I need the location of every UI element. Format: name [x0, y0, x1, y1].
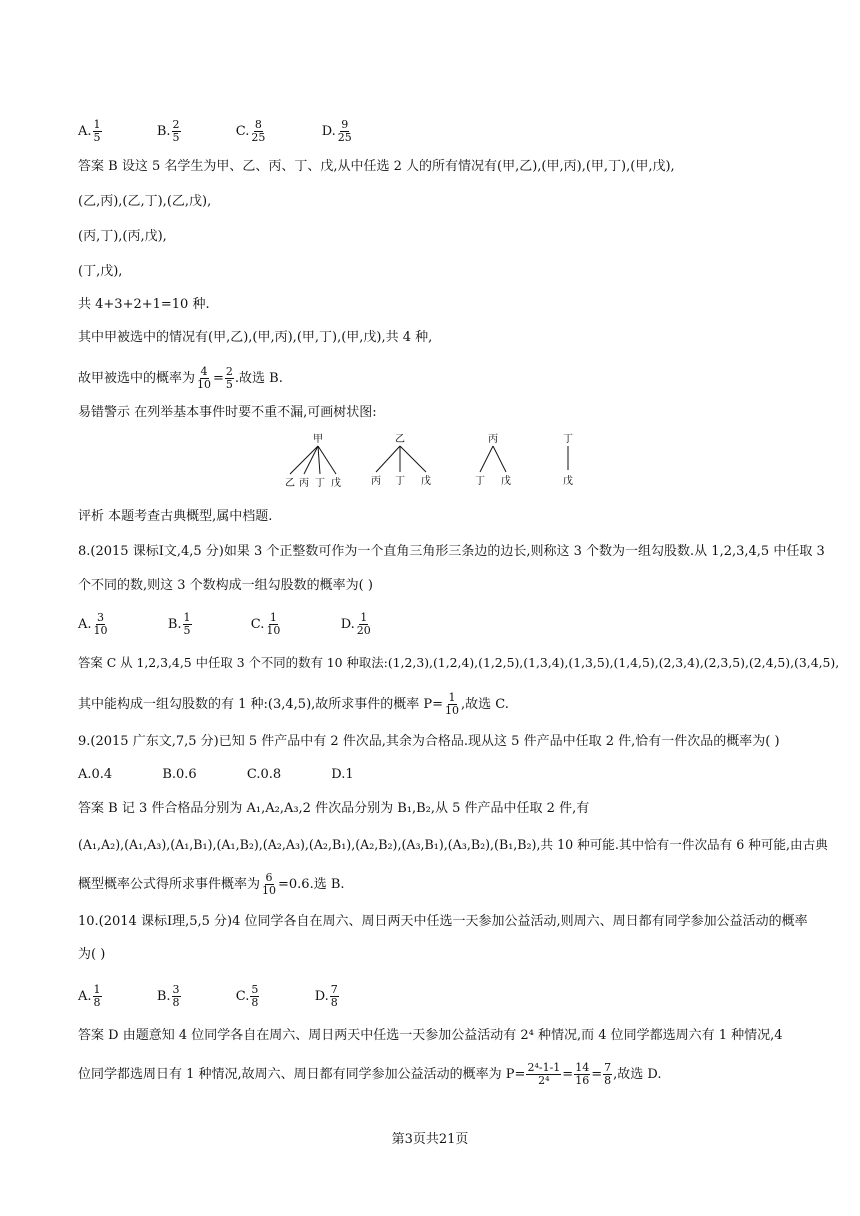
q10-stem-2: 为( ) — [78, 947, 106, 962]
q9-answer-line-1: 答案 B 记 3 件合格品分别为 A₁,A₂,A₃,2 件次品分别为 B₁,B₂,从 5 件产品中任取 2 件,有 — [78, 801, 590, 816]
tree-leaf: 丙 — [299, 478, 309, 489]
q7-option-a: A. $\frac{1}{5}$ — [78, 118, 101, 144]
tree-root: 丁 — [563, 434, 573, 445]
q7-answer-line-5: 共 4+3+2+1=10 种. — [78, 297, 210, 312]
tree-leaf: 丁 — [475, 476, 485, 487]
tree-leaf: 戊 — [421, 476, 431, 487]
q7-options — [78, 119, 354, 144]
q9-option-a: A.0.4 — [78, 767, 113, 782]
tree-root: 乙 — [395, 434, 405, 445]
tree-root: 丙 — [488, 434, 498, 445]
tree-bing — [480, 446, 506, 472]
tree-jia — [290, 446, 336, 474]
tree-leaf: 丁 — [315, 478, 325, 489]
q8-answer-line-1: 答案 C 从 1,2,3,4,5 中任取 3 个不同的数有 10 种取法:(1,2,3),(1,2,4),(1,2,5),(1,3,4),(1,3,5),(1,4,5),(2,3,4),(2,3,5),(2,4,5),(3,4,5), — [78, 655, 840, 670]
q10-options — [78, 984, 340, 1009]
q9-stem: 9.(2015 广东文,7,5 分)已知 5 件产品中有 2 件次品,其余为合格品.现从这 5 件产品中任取 2 件,恰有一件次品的概率为( ) — [78, 734, 780, 749]
q9-option-d: D.1 — [331, 767, 354, 782]
q7-warning: 易错警示 在列举基本事件时要不重不漏,可画树状图: — [78, 405, 377, 420]
tree-leaf: 戊 — [501, 476, 511, 487]
q8-option-b: B. $\frac{1}{5}$ — [167, 611, 191, 637]
tree-leaf: 戊 — [331, 478, 341, 489]
page-footer: 第3页共21页 — [391, 1132, 469, 1147]
q9-option-b: B.0.6 — [162, 767, 197, 782]
q9-answer-line-3: 概型概率公式得所求事件概率为 $\frac{6}{10}$ =0.6.选 B. — [78, 871, 345, 897]
q8-option-d: D. $\frac{1}{20}$ — [340, 611, 371, 637]
q10-option-a: A. $\frac{1}{8}$ — [78, 983, 101, 1009]
q9-option-c: C.0.8 — [246, 767, 282, 782]
q10-answer-line-2: 位同学都选周日有 1 种情况,故周六、周日都有同学参加公益活动的概率为 P= $\frac{\text{2⁴-1-1}}{\text{2⁴}}$ = $\frac{14}{16}$ = $\frac{7}{8}$ ,故选 D. — [78, 1061, 662, 1087]
tree-leaf: 乙 — [285, 478, 295, 489]
q7-comment: 评析 本题考查古典概型,属中档题. — [78, 509, 273, 524]
fraction: $\frac{2}{5}$ — [225, 365, 233, 391]
q7-answer-line-3: (丙,丁),(丙,戊), — [78, 229, 167, 244]
q10-stem-1: 10.(2014 课标Ⅰ理,5,5 分)4 位同学各自在周六、周日两天中任选一天参加公益活动,则周六、周日都有同学参加公益活动的概率 — [78, 914, 808, 929]
q7-option-b: B. $\frac{2}{5}$ — [156, 118, 180, 144]
q7-option-d: D. $\frac{9}{25}$ — [321, 118, 352, 144]
fraction: $\frac{4}{10}$ — [197, 365, 212, 391]
q7-answer-line-4: (丁,戊), — [78, 264, 123, 279]
q8-option-a: A. $\frac{3}{10}$ — [78, 611, 108, 637]
q10-option-d: D. $\frac{7}{8}$ — [314, 983, 338, 1009]
tree-leaf: 丙 — [371, 476, 381, 487]
q10-option-c: C. $\frac{5}{8}$ — [235, 983, 259, 1009]
tree-diagram — [280, 432, 600, 492]
q7-option-c: C. $\frac{8}{25}$ — [235, 118, 266, 144]
tree-yi — [376, 446, 426, 472]
q7-answer-line-6: 其中甲被选中的情况有(甲,乙),(甲,丙),(甲,丁),(甲,戊),共 4 种, — [78, 330, 433, 345]
q8-stem-1: 8.(2015 课标Ⅰ文,4,5 分)如果 3 个正整数可作为一个直角三角形三条边的边长,则称这 3 个数为一组勾股数.从 1,2,3,4,5 中任取 3 — [78, 544, 825, 559]
q8-stem-2: 个不同的数,则这 3 个数构成一组勾股数的概率为( ) — [78, 578, 373, 593]
tree-root: 甲 — [313, 434, 323, 445]
tree-leaf: 丁 — [395, 476, 405, 487]
q7-answer-line-1: 答案 B 设这 5 名学生为甲、乙、丙、丁、戊,从中任选 2 人的所有情况有(甲,乙),(甲,丙),(甲,丁),(甲,戊), — [78, 159, 675, 174]
q10-option-b: B. $\frac{3}{8}$ — [156, 983, 180, 1009]
q7-answer-line-7: 故甲被选中的概率为 $\frac{4}{10}$ = $\frac{2}{5}$ .故选 B. — [78, 365, 283, 391]
q8-options — [78, 612, 373, 637]
q9-options — [78, 766, 354, 784]
q8-option-c: C. $\frac{1}{10}$ — [250, 611, 281, 637]
q10-answer-line-1: 答案 D 由题意知 4 位同学各自在周六、周日两天中任选一天参加公益活动有 2⁴ 种情况,而 4 位同学都选周六有 1 种情况,4 — [78, 1028, 783, 1043]
q9-answer-line-2: (A₁,A₂),(A₁,A₃),(A₁,B₁),(A₁,B₂),(A₂,A₃),(A₂,B₁),(A₂,B₂),(A₃,B₁),(A₃,B₂),(B₁,B₂),共 10 种可能.其中恰有一件次品有 6 种可能,由古典 — [78, 837, 828, 852]
q8-answer-line-2: 其中能构成一组勾股数的有 1 种:(3,4,5),故所求事件的概率 P= $\frac{1}{10}$ ,故选 C. — [78, 691, 509, 717]
tree-leaf: 戊 — [563, 476, 573, 487]
q7-answer-line-2: (乙,丙),(乙,丁),(乙,戊), — [78, 194, 212, 209]
